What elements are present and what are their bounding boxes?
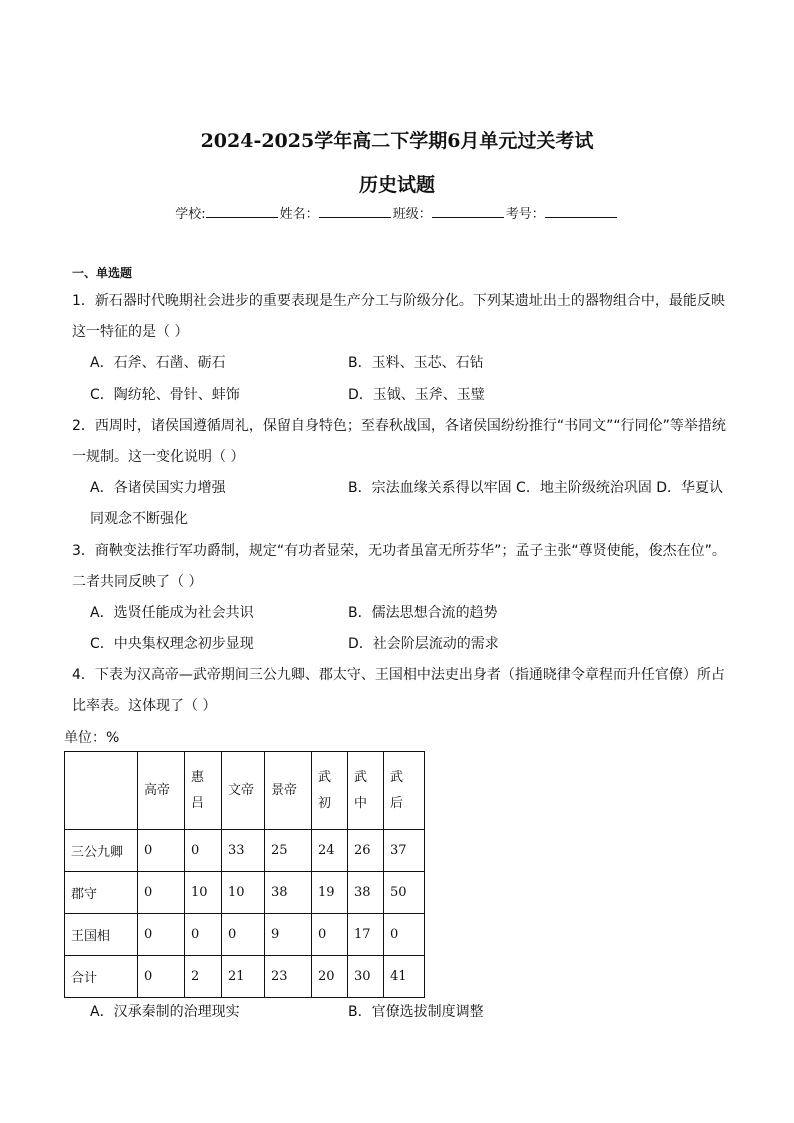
question-3-text-line1: 3．商鞅变法推行军功爵制，规定“有功者显荣，无功者虽富无所芬华”；孟子主张“尊贤使能，俊杰在位”。 xyxy=(72,543,726,559)
table-cell: 20 xyxy=(312,956,348,998)
question-3-option-d: D．社会阶层流动的需求 xyxy=(348,636,499,652)
table-cell: 38 xyxy=(265,872,312,914)
table-cell: 0 xyxy=(185,914,222,956)
question-4-option-a: A．汉承秦制的治理现实 xyxy=(90,1004,240,1020)
question-1-option-b: B．玉料、玉芯、石钻 xyxy=(348,355,484,371)
table-row xyxy=(65,872,425,914)
table-cell: 38 xyxy=(348,872,384,914)
table-header-row xyxy=(65,752,425,830)
table-cell: 25 xyxy=(265,830,312,872)
table-cell: 0 xyxy=(138,956,185,998)
table-header-cell: 景帝 xyxy=(265,752,312,830)
table-row xyxy=(65,914,425,956)
row-label: 合计 xyxy=(65,956,138,998)
table-cell: 37 xyxy=(384,830,425,872)
table-header-cell: 高帝 xyxy=(138,752,185,830)
table-cell: 0 xyxy=(384,914,425,956)
name-blank[interactable] xyxy=(319,205,391,218)
table-cell: 21 xyxy=(222,956,265,998)
class-blank[interactable] xyxy=(432,205,504,218)
number-blank[interactable] xyxy=(545,205,617,218)
row-label: 王国相 xyxy=(65,914,138,956)
table-header-cell: 武 初 xyxy=(312,752,348,830)
table-header-cell: 武 中 xyxy=(348,752,384,830)
section-heading: 一、单选题 xyxy=(72,266,133,280)
table-row xyxy=(65,830,425,872)
row-label: 三公九卿 xyxy=(65,830,138,872)
table-cell: 2 xyxy=(185,956,222,998)
table-cell: 0 xyxy=(138,872,185,914)
exam-title: 2024-2025学年高二下学期6月单元过关考试 xyxy=(200,130,594,152)
class-label: 班级： xyxy=(392,207,432,222)
question-3-option-a: A．选贤任能成为社会共识 xyxy=(90,605,254,621)
official-ratio-table xyxy=(64,751,425,998)
table-cell: 33 xyxy=(222,830,265,872)
table-cell: 50 xyxy=(384,872,425,914)
table-cell: 0 xyxy=(222,914,265,956)
number-label: 考号： xyxy=(505,207,545,222)
table-unit-note: 单位：% xyxy=(64,730,120,746)
table-cell: 17 xyxy=(348,914,384,956)
school-blank[interactable] xyxy=(206,205,278,218)
question-1-text-line1: 1．新石器时代晚期社会进步的重要表现是生产分工与阶级分化。下列某遗址出土的器物组合中，最能反映 xyxy=(72,293,725,309)
student-info-line xyxy=(0,203,794,222)
table-corner-cell xyxy=(65,752,138,830)
question-4-text-line1: 4．下表为汉高帝—武帝期间三公九卿、郡太守、王国相中法吏出身者（指通晓律令章程而升任官僚）所占 xyxy=(72,667,725,683)
question-1-text-line2: 这一特征的是（ ） xyxy=(72,324,189,340)
question-3-option-c: C．中央集权理念初步显现 xyxy=(90,636,254,652)
question-4-option-b: B．官僚选拔制度调整 xyxy=(348,1004,484,1020)
table-cell: 23 xyxy=(265,956,312,998)
name-label: 姓名： xyxy=(279,207,319,222)
question-2-option-a: A．各诸侯国实力增强 xyxy=(90,480,226,496)
question-4-text-line2: 比率表。这体现了（ ） xyxy=(72,698,217,714)
table-cell: 0 xyxy=(185,830,222,872)
question-1-option-c: C．陶纺轮、骨针、蚌饰 xyxy=(90,387,240,403)
table-cell: 10 xyxy=(222,872,265,914)
table-cell: 26 xyxy=(348,830,384,872)
question-2-text-line1: 2．西周时，诸侯国遵循周礼，保留自身特色；至春秋战国，各诸侯国纷纷推行“书同文”“行同伦”等举措统 xyxy=(72,418,726,434)
table-cell: 0 xyxy=(312,914,348,956)
question-3-option-b: B．儒法思想合流的趋势 xyxy=(348,605,498,621)
table-row xyxy=(65,956,425,998)
table-cell: 0 xyxy=(138,914,185,956)
table-cell: 41 xyxy=(384,956,425,998)
question-3-text-line2: 二者共同反映了（ ） xyxy=(72,574,203,590)
exam-subject: 历史试题 xyxy=(358,174,435,196)
table-cell: 19 xyxy=(312,872,348,914)
row-label: 郡守 xyxy=(65,872,138,914)
question-1-option-a: A．石斧、石凿、砺石 xyxy=(90,355,226,371)
school-label: 学校: xyxy=(175,207,206,222)
question-2-option-d-continued: 同观念不断强化 xyxy=(90,511,188,527)
table-header-cell: 文帝 xyxy=(222,752,265,830)
table-cell: 0 xyxy=(138,830,185,872)
table-cell: 24 xyxy=(312,830,348,872)
question-2-options-bcd: B．宗法血缘关系得以牢固 C．地主阶级统治巩固 D．华夏认 xyxy=(348,480,724,496)
question-2-text-line2: 一规制。这一变化说明（ ） xyxy=(72,449,245,465)
table-cell: 10 xyxy=(185,872,222,914)
table-cell: 9 xyxy=(265,914,312,956)
table-header-cell: 惠 吕 xyxy=(185,752,222,830)
question-1-option-d: D．玉钺、玉斧、玉璧 xyxy=(348,387,485,403)
table-cell: 30 xyxy=(348,956,384,998)
table-header-cell: 武 后 xyxy=(384,752,425,830)
